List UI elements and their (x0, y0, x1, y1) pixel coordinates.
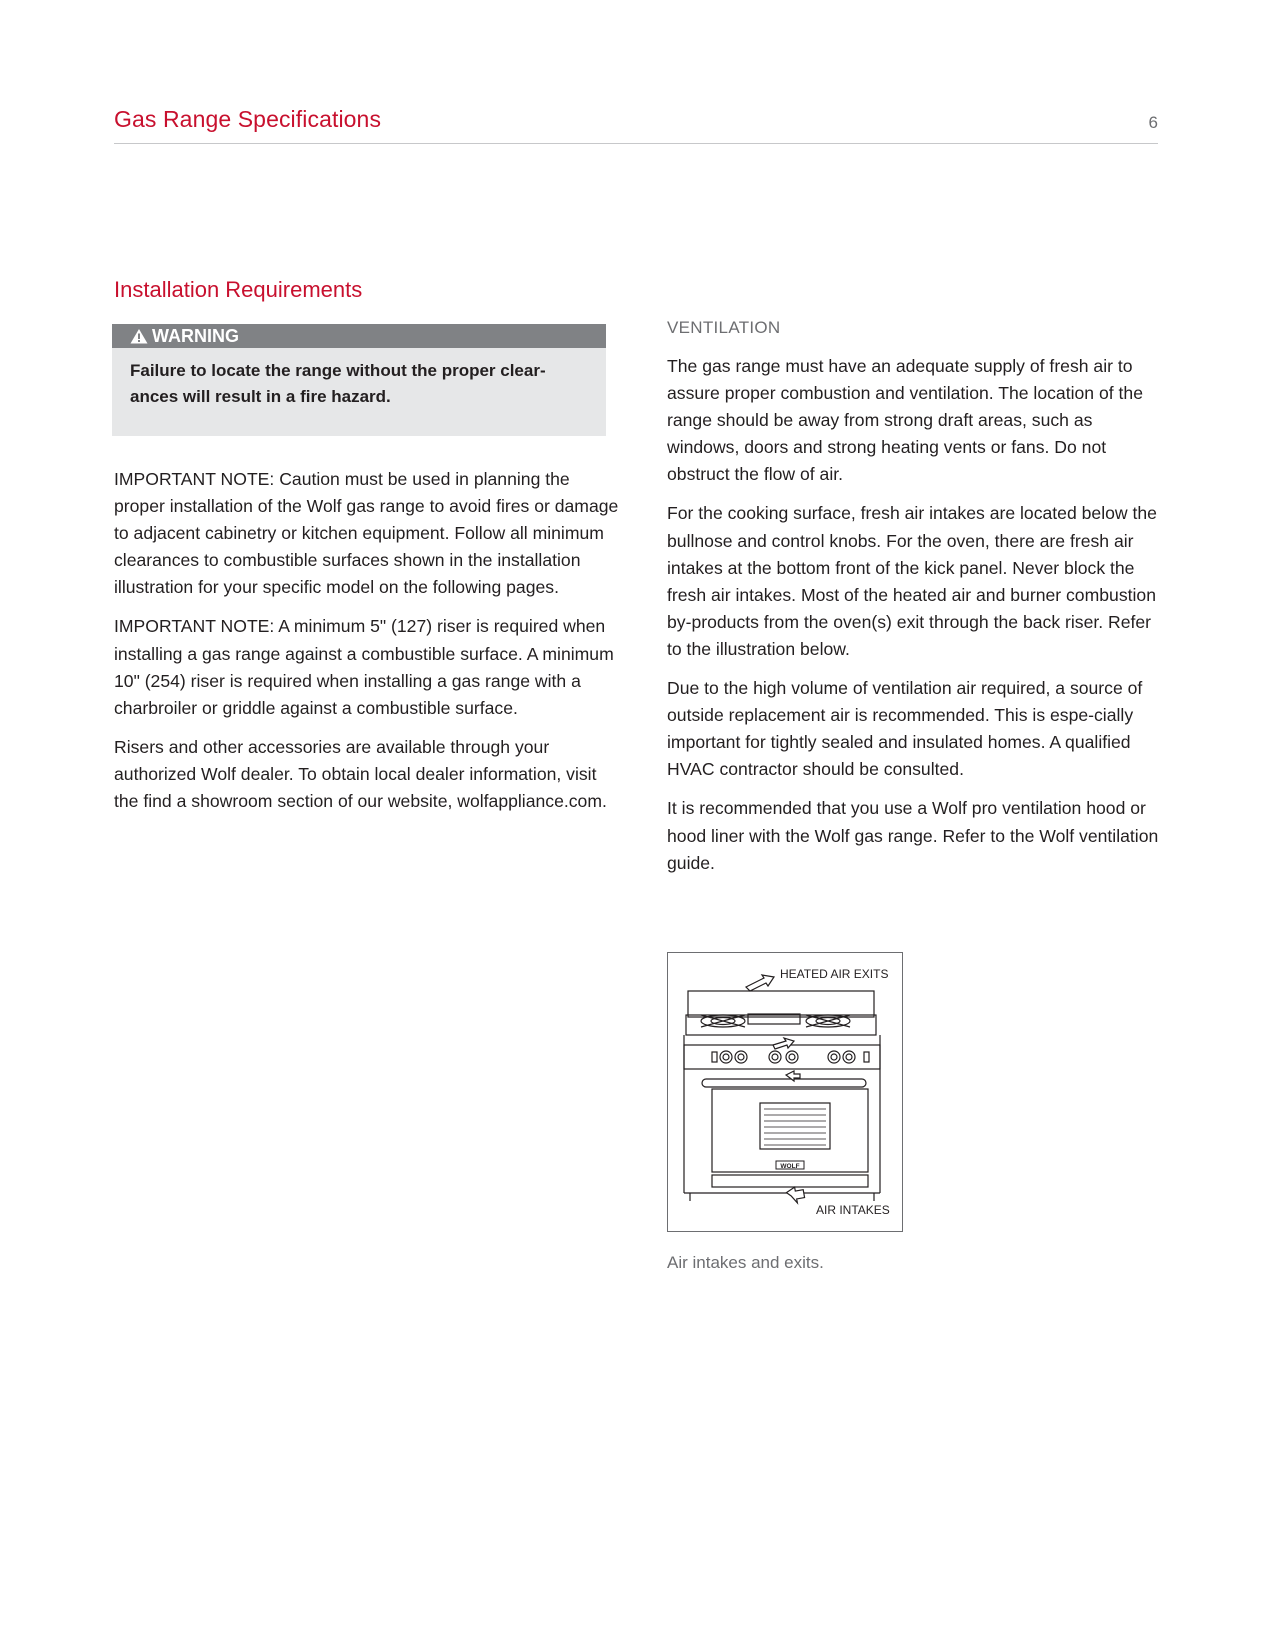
warning-header (112, 324, 606, 348)
warning-text: Failure to locate the range without the proper clear-ances will result in a fire hazard. (130, 361, 546, 406)
important-note-label: IMPORTANT NOTE: (114, 616, 275, 637)
important-note-text: Caution must be used in planning the proper installation of the Wolf gas range to avoid fires or damage to adjacent cabinetry or kitchen equipment. Follow all minimum clearances to combustible surfaces shown in the installation illustration for your specific model on the following pages. (114, 469, 619, 598)
warning-triangle-icon (130, 328, 148, 344)
air-intakes-label: AIR INTAKES (816, 1203, 890, 1217)
page-number: 6 (1148, 113, 1158, 132)
ventilation-paragraph-4: It is recommended that you use a Wolf pro ventilation hood or hood liner with the Wolf gas range. Refer to the Wolf ventilation guide. (667, 798, 1159, 873)
right-column (667, 318, 1167, 889)
ventilation-subheading: VENTILATION (667, 318, 781, 337)
figure-caption: Air intakes and exits. (667, 1253, 824, 1272)
range-illustration (667, 952, 903, 1232)
warning-label: WARNING (152, 326, 239, 346)
ventilation-paragraph-3: Due to the high volume of ventilation air required, a source of outside replacement air is recommended. This is espe-cially important for tightly sealed and insulated homes. A qualified HVAC contractor should be consulted. (667, 678, 1143, 780)
risers-paragraph: Risers and other accessories are available through your authorized Wolf dealer. To obtain local dealer information, visit the find a showroom section of our website, wolfappliance.com. (114, 736, 607, 812)
important-note-text: A minimum 5" (127) riser is required when installing a gas range against a combustible surface. A minimum 10" (254) riser is required when installing a gas range with a charbroiler or griddle against a combustible surface. (114, 616, 614, 718)
header-divider (114, 143, 1158, 144)
left-column (114, 324, 622, 827)
ventilation-paragraph-1: The gas range must have an adequate supply of fresh air to assure proper combustion and ventilation. The location of the range should be away from strong draft areas, such as windows, doors and strong heating vents or fans. Do not obstruct the flow of air. (667, 356, 1143, 485)
page-header-title: Gas Range Specifications (114, 106, 382, 132)
important-note-label: IMPORTANT NOTE: (114, 469, 275, 489)
heated-air-arrow-icon (746, 975, 774, 991)
ventilation-paragraph-2: For the cooking surface, fresh air intakes are located below the bullnose and control knobs. For the oven, there are fresh air intakes at the bottom front of the kick panel. Never block the fresh air intakes. Most of the heated air and burner combustion by-products from the oven(s) exit through the back riser. Refer to the illustration below. (667, 503, 1157, 659)
brand-plate-label: WOLF (780, 1163, 800, 1170)
gas-range-drawing (668, 953, 904, 1233)
important-note-2 (114, 613, 622, 721)
air-intake-arrow-icon (786, 1186, 806, 1205)
section-title: Installation Requirements (114, 277, 363, 302)
warning-box (112, 324, 606, 436)
important-note-1 (114, 466, 622, 601)
heated-air-exits-label: HEATED AIR EXITS (780, 967, 889, 981)
